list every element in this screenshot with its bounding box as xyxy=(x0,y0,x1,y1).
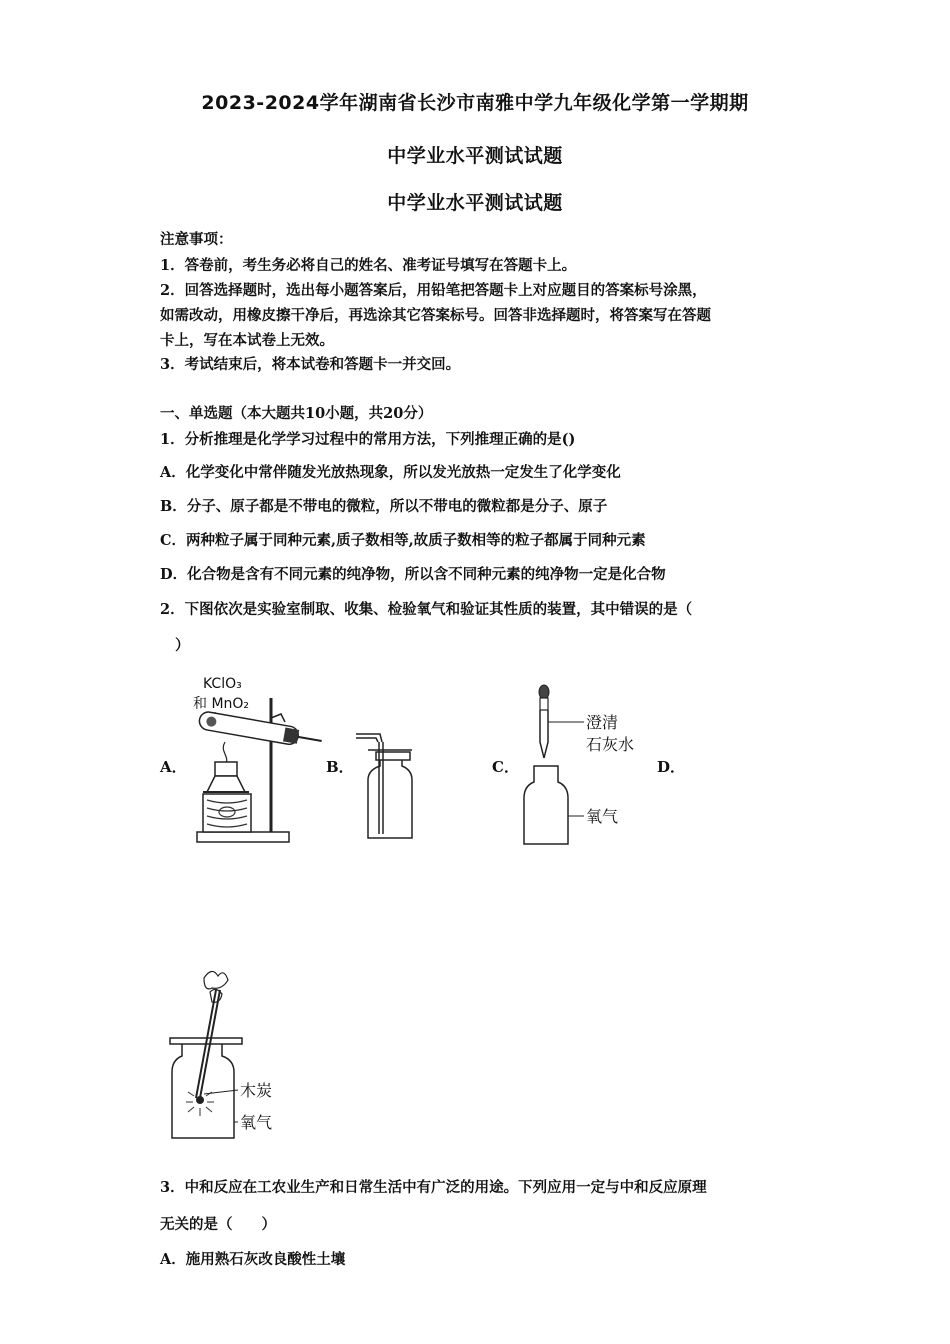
question-2-stem: 2．下图依次是实验室制取、收集、检验氧气和验证其性质的装置，其中错误的是（ xyxy=(160,601,693,618)
figure-d-gas-label: 氧气 xyxy=(240,1113,273,1132)
figure-b-collection-bottle xyxy=(350,730,430,842)
figure-d-charcoal-combustion xyxy=(160,962,300,1142)
question-3-stem-end: 无关的是（ ） xyxy=(160,1216,276,1233)
figure-c-test-apparatus xyxy=(520,682,660,846)
figure-d-charcoal-label: 木炭 xyxy=(240,1081,273,1100)
section-heading: 一、单选题（本大题共10小题，共20分） xyxy=(160,405,433,422)
question-1-option-b: B．分子、原子都是不带电的微粒，所以不带电的微粒都是分子、原子 xyxy=(160,498,608,515)
question-1-stem: 1．分析推理是化学学习过程中的常用方法，下列推理正确的是() xyxy=(160,431,576,448)
figure-a-reagent-label: 和 MnO₂ xyxy=(193,696,250,712)
notice-item: 3．考试结束后，将本试卷和答题卡一并交回。 xyxy=(160,356,461,373)
figure-label-c: C． xyxy=(492,758,519,776)
figure-c-dropper-label: 澄清 xyxy=(586,713,619,732)
page-title-line2: 中学业水平测试试题 xyxy=(387,145,563,167)
figure-label-b: B． xyxy=(326,758,354,776)
notice-item: 如需改动，用橡皮擦干净后，再选涂其它答案标号。回答非选择题时，将答案写在答题 xyxy=(160,307,711,324)
page-title: 2023-2024学年湖南省长沙市南雅中学九年级化学第一学期期 xyxy=(201,92,749,114)
question-3-option-a: A．施用熟石灰改良酸性土壤 xyxy=(160,1251,346,1268)
figure-a-reagent-label: KClO₃ xyxy=(203,676,242,692)
notice-item: 卡上，写在本试卷上无效。 xyxy=(160,332,334,349)
notice-item: 1．答卷前，考生务必将自己的姓名、准考证号填写在答题卡上。 xyxy=(160,257,577,274)
question-1-option-c: C．两种粒子属于同种元素,质子数相等,故质子数相等的粒子都属于同种元素 xyxy=(160,532,646,549)
question-1-option-d: D．化合物是含有不同元素的纯净物，所以含不同种元素的纯净物一定是化合物 xyxy=(160,566,666,583)
figure-c-gas-label: 氧气 xyxy=(586,807,619,826)
figure-a-heating-apparatus xyxy=(185,670,335,850)
question-2-stem-end: ） xyxy=(175,637,190,654)
figure-c-dropper-label: 石灰水 xyxy=(586,735,635,754)
question-3-stem: 3．中和反应在工农业生产和日常生活中有广泛的用途。下列应用一定与中和反应原理 xyxy=(160,1179,707,1196)
figure-label-d: D． xyxy=(657,758,686,776)
page-title-line3: 中学业水平测试试题 xyxy=(387,192,563,214)
question-1-option-a: A．化学变化中常伴随发光放热现象，所以发光放热一定发生了化学变化 xyxy=(160,464,621,481)
notice-item: 2．回答选择题时，选出每小题答案后，用铅笔把答题卡上对应题目的答案标号涂黑， xyxy=(160,282,707,299)
figure-label-a: A． xyxy=(160,758,187,776)
notice-heading: 注意事项： xyxy=(160,231,233,248)
